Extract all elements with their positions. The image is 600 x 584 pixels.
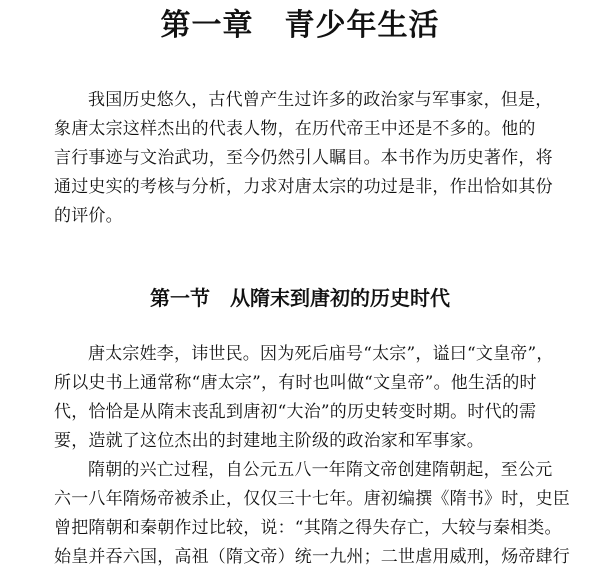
text-line: 六一八年隋炀帝被杀止，仅仅三十七年。唐初编撰《隋书》时，史臣: [54, 489, 570, 509]
body-paragraph-2: [54, 456, 582, 572]
text-line: 始皇并吞六国，高祖（隋文帝）统一九州；二世虐用威刑，炀帝肆行: [54, 547, 570, 567]
text-line: 代，恰恰是从隋末丧乱到唐初“大治”的历史转变时期。时代的需: [54, 402, 537, 422]
text-line: 要，造就了这位杰出的封建地主阶级的政治家和军事家。: [54, 431, 484, 451]
section-title: 第一节 从隋末到唐初的历史时代: [150, 286, 450, 310]
text-line: 曾把隋朝和秦朝作过比较，说：“其隋之得失存亡，大较与秦相类。: [54, 518, 562, 538]
chapter-title: 第一章 青少年生活: [160, 8, 440, 43]
text-line: 言行事迹与文治武功，至今仍然引人瞩目。本书作为历史著作，将: [54, 148, 553, 168]
text-line: 隋朝的兴亡过程，自公元五八一年隋文帝创建隋朝起，至公元: [88, 460, 553, 480]
text-line: 唐太宗姓李，讳世民。因为死后庙号“太宗”，谥曰“文皇帝”，: [88, 344, 554, 364]
text-line: 我国历史悠久，古代曾产生过许多的政治家与军事家，但是，: [88, 90, 553, 110]
text-line: 所以史书上通常称“唐太宗”，有时也叫做“文皇帝”。他生活的时: [54, 373, 537, 393]
body-paragraph-1: [54, 340, 582, 456]
text-line: 的评价。: [54, 206, 123, 226]
text-line: 象唐太宗这样杰出的代表人物，在历代帝王中还是不多的。他的: [54, 119, 536, 139]
text-line: 通过史实的考核与分析，力求对唐太宗的功过是非，作出恰如其份: [54, 177, 553, 197]
intro-paragraph: [54, 86, 582, 231]
